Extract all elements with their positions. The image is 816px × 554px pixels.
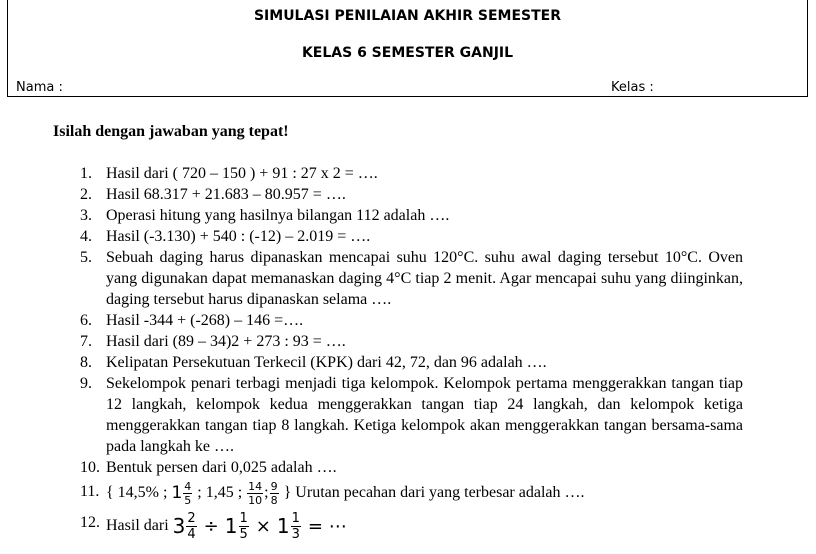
q11-open: { 14,5% ; — [106, 484, 168, 502]
page-subtitle: KELAS 6 SEMESTER GANJIL — [301, 45, 514, 61]
question-item — [80, 184, 743, 205]
question-number: 11. — [80, 483, 100, 500]
fraction — [186, 512, 196, 541]
instruction: Isilah dengan jawaban yang tepat! — [53, 123, 289, 140]
question-item-11 — [80, 481, 743, 506]
numerator: 4 — [184, 480, 192, 493]
mixed-whole: 1 — [171, 483, 183, 503]
question-text — [106, 512, 743, 541]
question-text: Sekelompok penari terbagi menjadi tiga kelompok. Kelompok pertama menggerakkan tangan tiap 12 langkah, kelompok kedua menggerakkan tangan tiap 24 langkah, dan kelompok ketiga menggerakkan tangan tiap 8 langkah. Ketiga kelompok akan menggerakkan tangan bersama-sama pada langkah ke …. — [106, 375, 743, 455]
q11-sep: ; — [264, 484, 269, 502]
question-number: 3. — [80, 207, 92, 224]
multiply-operator: × — [255, 516, 271, 537]
question-number: 12. — [80, 514, 100, 531]
numerator: 1 — [291, 511, 300, 526]
question-text: Hasil dari ( 720 – 150 ) + 91 : 27 x 2 = …. — [106, 165, 378, 182]
denominator: 5 — [184, 494, 192, 507]
question-text: Hasil dari (89 – 34)2 + 273 : 93 = …. — [106, 333, 346, 350]
question-text: Hasil 68.317 + 21.683 – 80.957 = …. — [106, 186, 346, 203]
fraction — [270, 481, 279, 506]
fraction — [247, 481, 263, 506]
numerator: 2 — [187, 511, 196, 526]
question-number: 4. — [80, 228, 92, 245]
fraction — [291, 512, 301, 541]
question-item — [80, 226, 743, 247]
question-item-12 — [80, 512, 743, 541]
q11-mid: ; 1,45 ; — [197, 484, 243, 502]
question-item — [80, 205, 743, 226]
fraction — [239, 512, 249, 541]
question-number: 7. — [80, 333, 92, 350]
question-item — [80, 373, 743, 457]
question-item — [80, 457, 743, 478]
question-number: 9. — [80, 375, 92, 392]
question-item — [80, 352, 743, 373]
question-text: Hasil (-3.130) + 540 : (-12) – 2.019 = …. — [106, 228, 371, 245]
nama-label: Nama : — [16, 80, 63, 95]
mixed-whole: 3 — [172, 514, 186, 538]
kelas-label: Kelas : — [611, 80, 654, 95]
question-text: Operasi hitung yang hasilnya bilangan 112 adalah …. — [106, 207, 450, 224]
question-number: 1. — [80, 165, 92, 182]
denominator: 3 — [291, 527, 300, 542]
fraction — [183, 481, 192, 506]
question-item — [80, 163, 743, 184]
question-item — [80, 331, 743, 352]
numerator: 14 — [248, 480, 263, 493]
question-number: 2. — [80, 186, 92, 203]
question-list — [80, 163, 743, 541]
q12-prefix: Hasil dari — [106, 517, 169, 535]
denominator: 4 — [187, 527, 196, 542]
q11-close: } Urutan pecahan dari yang terbesar adalah …. — [283, 484, 585, 502]
question-text: Bentuk persen dari 0,025 adalah …. — [106, 459, 337, 476]
question-number: 10. — [80, 459, 100, 476]
question-text: Kelipatan Persekutuan Terkecil (KPK) dari 42, 72, dan 96 adalah …. — [106, 354, 547, 371]
question-item — [80, 247, 743, 310]
numerator: 9 — [270, 480, 278, 493]
question-text: Hasil -344 + (-268) – 146 =…. — [106, 312, 304, 329]
page-title: SIMULASI PENILAIAN AKHIR SEMESTER — [253, 8, 562, 24]
mixed-whole: 1 — [276, 514, 290, 538]
question-text — [106, 481, 743, 506]
question-item — [80, 310, 743, 331]
denominator: 10 — [248, 494, 263, 507]
numerator: 1 — [239, 511, 248, 526]
question-text: Sebuah daging harus dipanaskan mencapai suhu 120°C. suhu awal daging tersebut 10°C. Oven yang digunakan dapat memanaskan daging 4°C tiap 2 menit. Agar mencapai suhu yang diinginkan, daging tersebut harus dipanaskan selama …. — [106, 249, 743, 308]
denominator: 8 — [270, 494, 278, 507]
header-box — [7, 0, 808, 97]
mixed-whole: 1 — [224, 514, 238, 538]
denominator: 5 — [239, 527, 248, 542]
question-number: 6. — [80, 312, 92, 329]
equals-ellipsis: = ⋯ — [307, 516, 347, 537]
divide-operator: ÷ — [203, 516, 219, 537]
question-number: 5. — [80, 249, 92, 266]
question-number: 8. — [80, 354, 92, 371]
